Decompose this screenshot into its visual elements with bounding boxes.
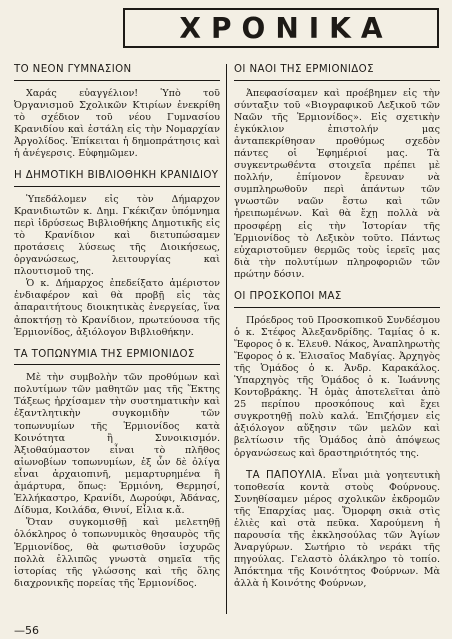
heading-rule bbox=[14, 186, 220, 187]
section-heading-new-gymnasium: ΤΟ ΝΕΟΝ ΓΥΜΝΑΣΙΟΝ bbox=[14, 64, 132, 75]
paragraph-library-1: Ὑπεδάλομεν εἰς τὸν Δήμαρχον Κρανιδιωτῶν κ. Δημ. Γκέκιζαν ὑπόμνημα περὶ ἱδρύσεως Βιβλιοθήκης Δημοτικῆς εἰς τὸ Κρανίδιον καὶ διετυπώσαμεν προτάσεις λύσεως τῆς Διοικήσεως, ὀργανώσεως, λειτουργίας καὶ πλουτισμοῦ της. bbox=[14, 193, 220, 278]
paragraph-scouts: Πρόεδρος τοῦ Προσκοπικοῦ Συνδέσμου ὁ κ. Στέφος Ἀλεξανδρίδης. Ταμίας ὁ κ. Ἔφορος ὁ κ. Ἐλευθ. Νάκος, Ἀναπληρωτὴς Ἔφορος ὁ κ. Ἐλισαῖος Μαδγίας. Ἀρχηγὸς τῆς Ὁμάδος ὁ κ. Ἀνδρ. Καρακάλος. Ὑπαρχηγὸς τῆς Ὁμάδος ὁ κ. Ἰωάννης Κοντοβράκης. Ἡ ὁμὰς ἀποτελεῖται ἀπὸ 25 περίπου προσκόπους καὶ ἔχει συγκροτηθῇ πολὺ καλά. Ἐπιζήσμεν εἰς ἀξιόλογον αὔξησιν τῶν μελῶν καὶ βελτίωσιν τῆς Ὁμάδος ἀπὸ ἀπόψεως ὀργανώσεως καὶ δραστηριότητός της. bbox=[234, 314, 440, 459]
paragraph-toponyms-1: Μὲ τὴν συμβολὴν τῶν προθύμων καὶ πολυτίμων τῶν μαθητῶν μας τῆς Ἕκτης Τάξεως ἠρχίσαμεν τὴν συστηματικὴν καὶ ἐξαντλητικὴν συγκομιδὴν τῶν τοπωνυμίων τῆς Ἑρμιονίδος κατὰ Κοινότητα ἢ Συνοικισμόν. Ἀξιοθαύμαστον εἶναι τὸ πλῆθος αἰωνοβίων τοπωνυμίων, ἐξ ὧν δὲ ὀλίγα εἶναι ἀρχαιοπινῆ, μεμαρτυρημένα ἢ ἀμάρτυρα, ὅπως: Ἑρμιόνη, Θερμησί, Ἑλλήκαστρο, Κρανίδι, Δωρούφι, Ἀδάνας, Δίδυμα, Κοιλάδα, Θινυί, Εἶλια κ.ἄ. bbox=[14, 372, 220, 517]
section-heading-churches: ΟΙ ΝΑΟΙ ΤΗΣ ΕΡΜΙΟΝΙΔΟΣ bbox=[234, 64, 374, 75]
heading-rule bbox=[234, 307, 440, 308]
paragraph-papoulia-text: Εἶναι μιὰ γοητευτικὴ τοποθεσία κοντὰ στοὺς Φούρνους. Συνηθίσαμεν μέρος σχολικῶν ἐκδρομῶν τῆς Ἐπαρχίας μας. Ὄμορφη σκιὰ στὶς ἐλιὲς καὶ στὰ πεῦκα. Χαρούμενη ἡ παρουσία τῆς ἐκκλησούλας τῶν Ἁγίων Ἀναργύρων. Σωτήριο τὸ νεράκι τῆς πηγούλας. Γελαστὸ ὁλάκληρο τὸ τοπίο. Ἀπόκτημα τῆς Κοινότητος Φούρνων. Μὰ ἀλλὰ ἡ Κοινότης Φούρνων, bbox=[234, 469, 440, 590]
heading-rule bbox=[234, 80, 440, 81]
paragraph-churches: Ἀπεφασίσαμεν καὶ προέβημεν εἰς τὴν σύνταξιν τοῦ «Βιογραφικοῦ Λεξικοῦ τῶν Ναῶν τῆς Ἑρμιονίδος». Εἰς σχετικὴν ἐγκύκλιον ἐπιστολήν μας ἀνταπεκρίθησαν προθύμως σχεδὸν πάντες οἱ Ἐφημέριοί μας. Τὰ συγκεντρωθέντα στοιχεῖα πρέπει μὲ πολλήν, ἐπίμονον ἔρευναν νὰ συμπληρωθοῦν περὶ ἁπάντων τῶν γνωστῶν ναῶν ἔστω καὶ τῶν ἠρειπωμένων. Καὶ θὰ ἔχῃ πολλὰ νὰ προσφέρῃ εἰς τὴν Ἱστορίαν τῆς Ἑρμιονίδος τὸ Λεξικὸν τοῦτο. Πάντως εὐχαριστοῦμεν θερμῶς τοὺς ἱερεῖς μας διὰ τὴν πολυτίμων πληροφοριῶν τῶν πρώτην δόσιν. bbox=[234, 87, 440, 280]
section-heading-scouts: ΟΙ ΠΡΟΣΚΟΠΟΙ ΜΑΣ bbox=[234, 291, 342, 302]
paragraph-toponyms-2: Ὅταν συγκομισθῇ καὶ μελετηθῇ ὁλόκληρος ὁ τοπωνυμικὸς θησαυρὸς τῆς Ἑρμιονίδος, θὰ φωτισθοῦν ἰσχυρῶς πολλὰ ἐλλιπῶς γνωστὰ σημεῖα τῆς ἱστορίας τῆς γλώσσης καὶ τῆς ὅλης διαχρονικῆς πορείας τῆς Ἑρμιονίδος. bbox=[14, 517, 220, 589]
section-heading-municipal-library: Η ΔΗΜΟΤΙΚΗ ΒΙΒΛΙΟΘΗΚΗ ΚΡΑΝΙΔΙΟΥ bbox=[14, 170, 219, 182]
paragraph-library-2: Ὁ κ. Δήμαρχος ἐπεδείξατο ἀμέριστον ἐνδιαφέρον καὶ θὰ προβῇ εἰς τὰς ἀπαραιτήτους διοικητικὰς ἐνεργείας, ἵνα ἀποκτήσῃ τὸ Κρανίδιον, πρωτεύουσα τῆς Ἑρμιονίδος, ἀξιόλογον Βιβλιοθήκην. bbox=[14, 278, 220, 338]
section-heading-toponyms: ΤΑ ΤΟΠΩΝΥΜΙΑ ΤΗΣ ΕΡΜΙΟΝΙΔΟΣ bbox=[14, 348, 195, 360]
left-column bbox=[14, 64, 220, 590]
heading-rule bbox=[14, 364, 220, 365]
page-number: —56 bbox=[14, 624, 39, 637]
column-divider bbox=[226, 64, 227, 614]
paragraph-papoulia bbox=[234, 470, 440, 591]
page-title: ΧΡΟΝΙΚΑ bbox=[179, 11, 393, 45]
page-title-box bbox=[123, 8, 439, 48]
paragraph-new-gymnasium: Χαράς εὐαγγέλιον! Ὑπὸ τοῦ Ὀργανισμοῦ Σχολικῶν Κτιρίων ἐνεκρίθη τὸ σχέδιον τοῦ νέου Γυμνασίου Κρανιδίου καὶ ἐστάλη εἰς τὴν Νομαρχίαν Ἀργολίδος. Ἐπίκειται ἡ δημοπράτησις καὶ ἡ ἀνέγερσις. Εὐφημῶμεν. bbox=[14, 87, 220, 159]
run-in-heading-papoulia: ΤΑ ΠΑΠΟΥΛΙΑ. bbox=[246, 469, 327, 481]
heading-rule bbox=[14, 80, 220, 81]
right-column bbox=[234, 64, 440, 591]
